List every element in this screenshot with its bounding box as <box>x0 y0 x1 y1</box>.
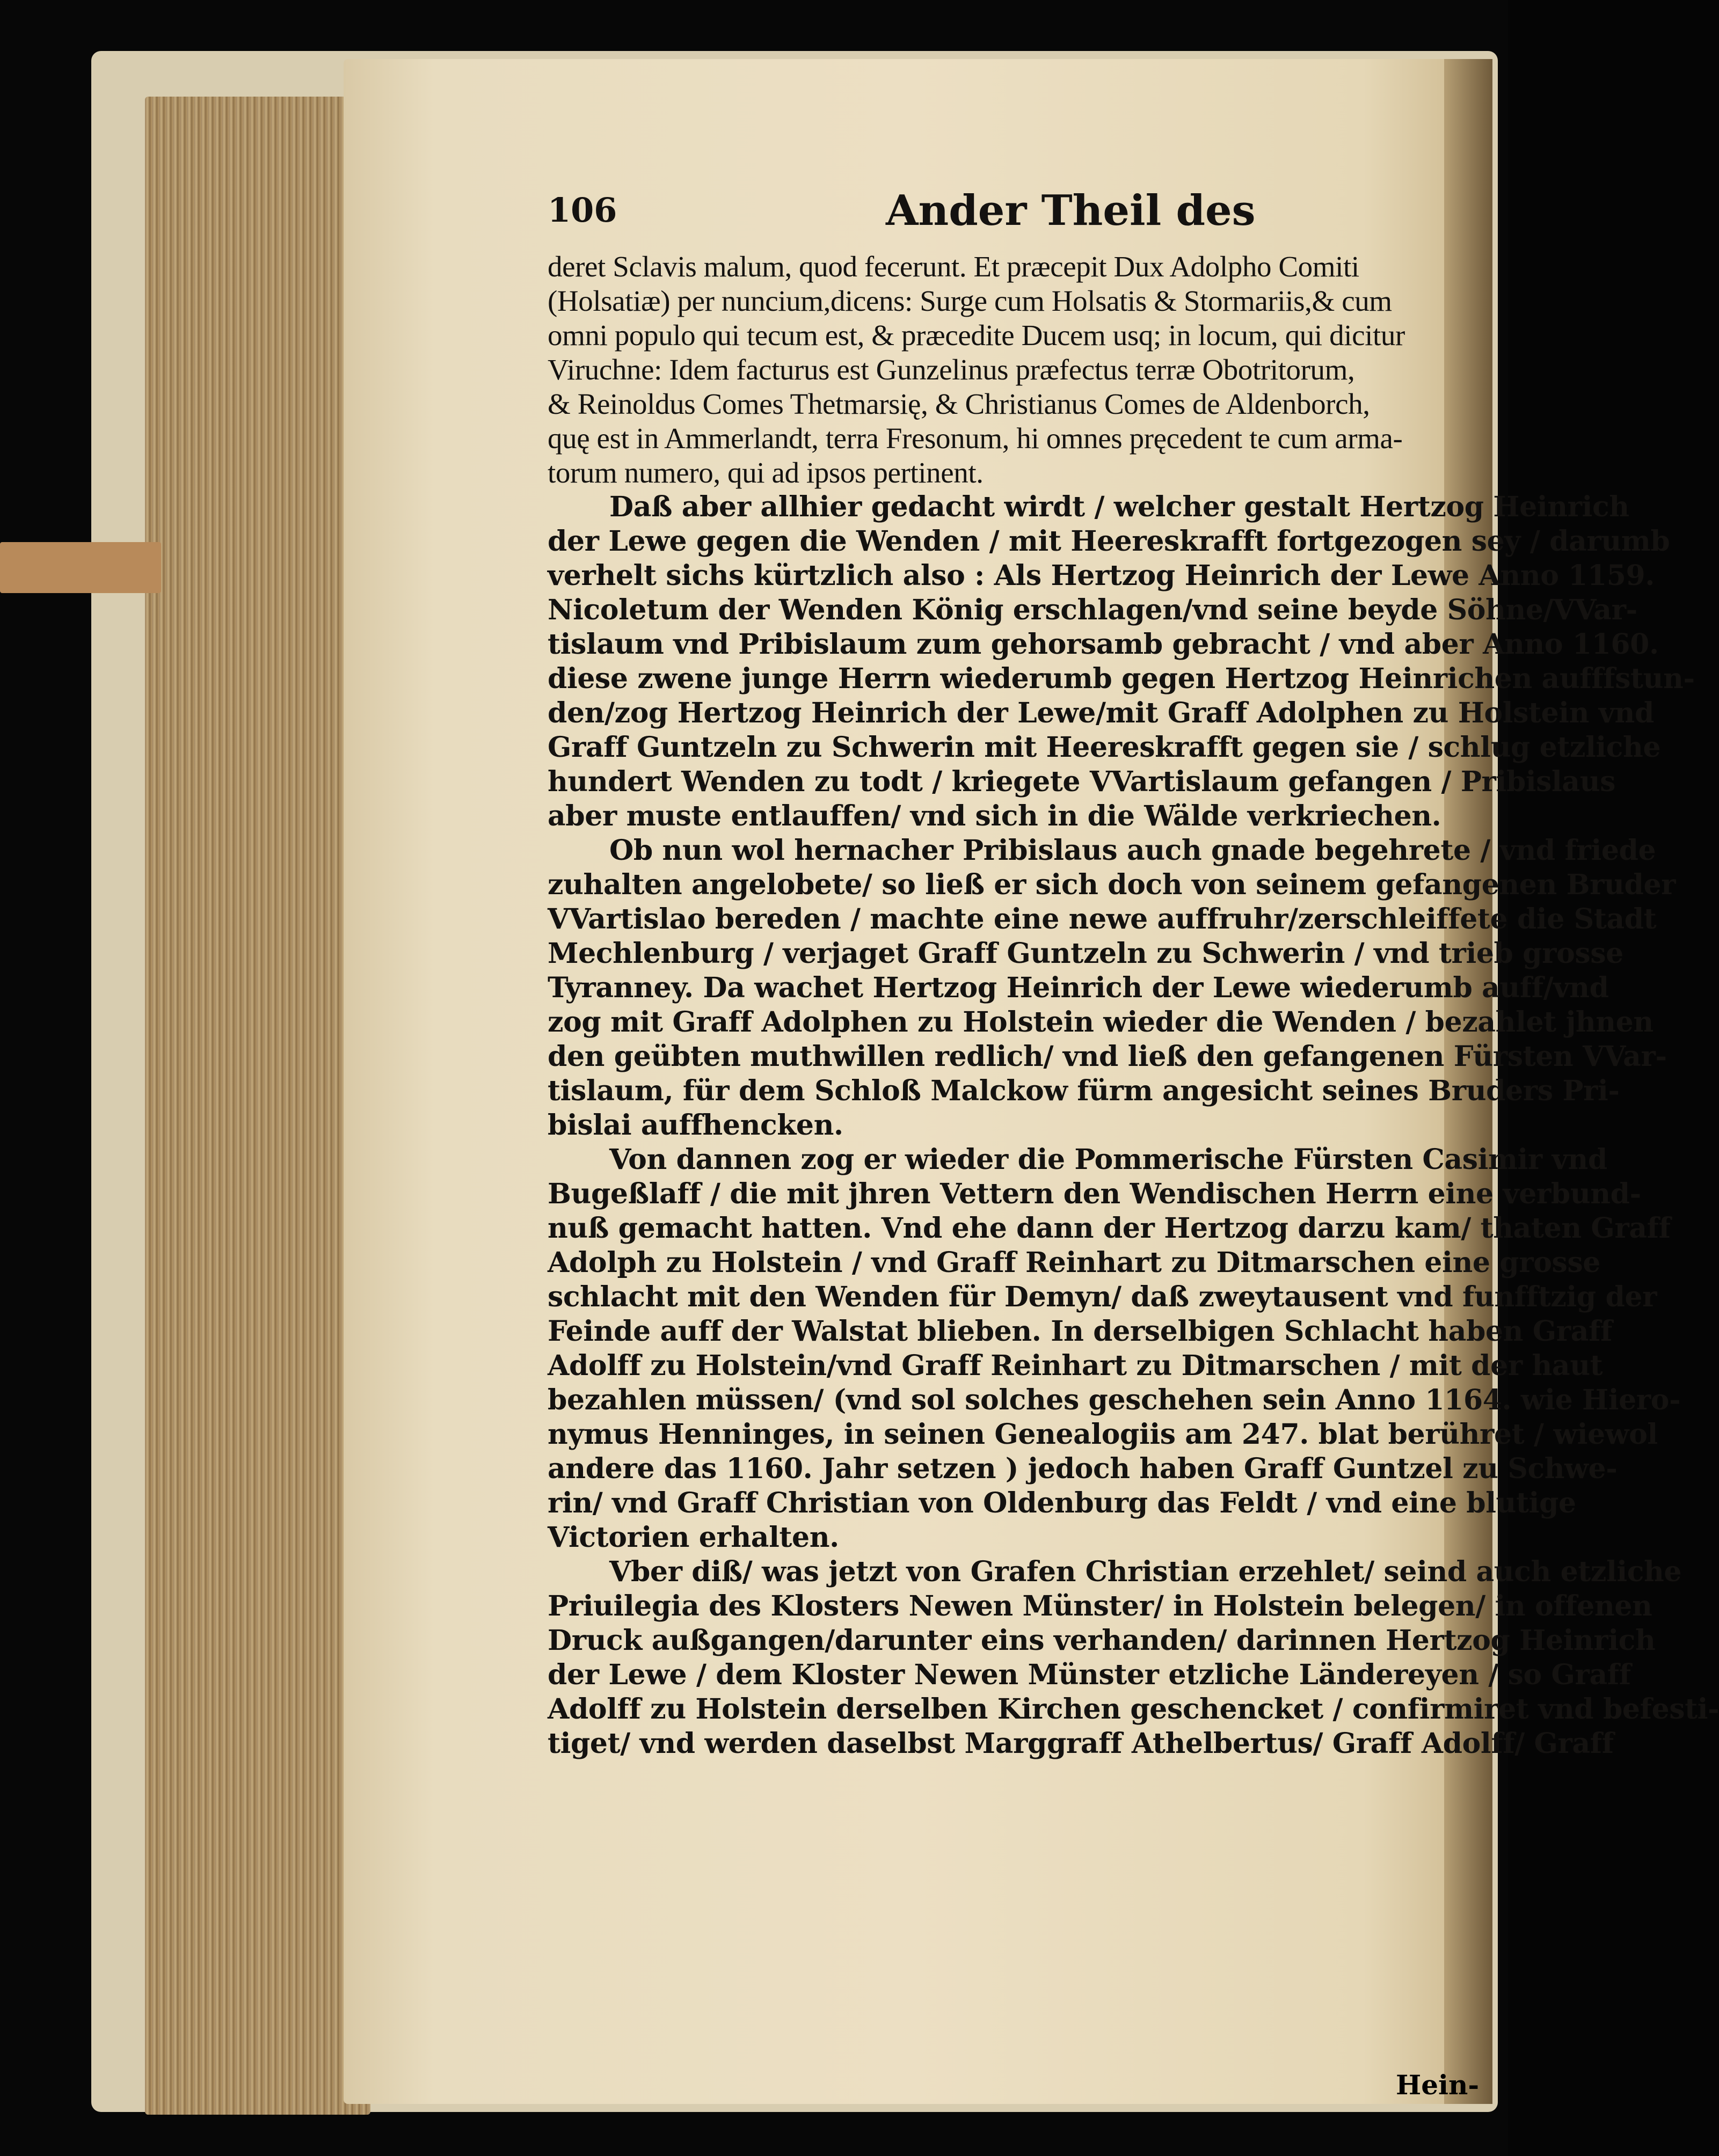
text-line: Adolff zu Holstein derselben Kirchen geschencket / confirmiret vnd befesti- <box>548 1693 1719 1726</box>
text-line: den/zog Hertzog Heinrich der Lewe/mit Graff Adolphen zu Holstein vnd <box>548 697 1654 729</box>
text-line: tiget/ vnd werden daselbst Marggraff Athelbertus/ Graff Adolff/ Graff <box>548 1727 1614 1760</box>
text-line: Vber diß/ was jetzt von Grafen Christian erzehlet/ seind auch etzliche <box>609 1555 1682 1588</box>
text-line: tislaum, für dem Schloß Malckow fürm angesicht seines Bruders Pri- <box>548 1075 1620 1107</box>
text-line: hundert Wenden zu todt / kriegete VVartislaum gefangen / Pribislaus <box>548 765 1615 798</box>
text-line: nuß gemacht hatten. Vnd ehe dann der Hertzog darzu kam/ thaten Graff <box>548 1212 1671 1245</box>
text-line: & Reinoldus Comes Thetmarsię, & Christianus Comes de Aldenborch, <box>548 388 1370 420</box>
text-line: Druck außgangen/darunter eins verhanden/ darinnen Hertzog Heinrich <box>548 1624 1656 1657</box>
page-header <box>548 186 1476 250</box>
text-line: Nicoletum der Wenden König erschlagen/vnd seine beyde Söhne/VVar- <box>548 594 1637 626</box>
text-block <box>548 186 1719 1761</box>
text-line: Victorien erhalten. <box>548 1521 839 1554</box>
text-line: schlacht mit den Wenden für Demyn/ daß zweytausent vnd funfftzig der <box>548 1281 1657 1313</box>
text-line: deret Sclavis malum, quod fecerunt. Et præcepit Dux Adolpho Comiti <box>548 250 1359 283</box>
page-number: 106 <box>548 191 617 230</box>
catchword: Hein- <box>1396 2069 1480 2101</box>
text-line: Bugeßlaff / die mit jhren Vettern den Wendischen Herrn eine verbund- <box>548 1178 1641 1210</box>
text-lines <box>548 250 1719 1761</box>
page-edges <box>145 97 370 2115</box>
text-line: zog mit Graff Adolphen zu Holstein wieder die Wenden / bezahlet jhnen <box>548 1006 1654 1039</box>
text-line: VVartislao bereden / machte eine newe auffruhr/zerschleiffete die Stadt <box>548 903 1657 936</box>
text-line: Von dannen zog er wieder die Pommerische Fürsten Casimir vnd <box>609 1143 1607 1176</box>
text-line: Adolff zu Holstein/vnd Graff Reinhart zu Ditmarschen / mit der haut <box>548 1349 1603 1382</box>
text-line: torum numero, qui ad ipsos pertinent. <box>548 456 984 489</box>
text-line: tislaum vnd Pribislaum zum gehorsamb gebracht / vnd aber Anno 1160. <box>548 628 1659 661</box>
text-line: Tyranney. Da wachet Hertzog Heinrich der Lewe wiederumb auff/vnd <box>548 971 1609 1004</box>
text-line: verhelt sichs kürtzlich also : Als Hertzog Heinrich der Lewe Anno 1159. <box>548 559 1655 592</box>
text-line: (Holsatiæ) per nuncium,dicens: Surge cum Holsatis & Stormariis,& cum <box>548 284 1392 317</box>
text-line: Priuilegia des Klosters Newen Münster/ in Holstein belegen/ in offenen <box>548 1590 1652 1623</box>
running-head: Ander Theil des <box>886 186 1256 235</box>
text-line: andere das 1160. Jahr setzen ) jedoch haben Graff Guntzel zu Schwe- <box>548 1452 1618 1485</box>
bookmark-ribbon <box>0 542 161 593</box>
text-line: quę est in Ammerlandt, terra Fresonum, hi omnes pręcedent te cum arma- <box>548 422 1403 455</box>
text-line: omni populo qui tecum est, & præcedite Ducem usq; in locum, qui dicitur <box>548 319 1405 352</box>
text-line: der Lewe / dem Kloster Newen Münster etzliche Ländereyen / so Graff <box>548 1658 1631 1691</box>
text-line: den geübten muthwillen redlich/ vnd ließ den gefangenen Fürsten VVar- <box>548 1040 1667 1073</box>
text-line: aber muste entlauffen/ vnd sich in die Wälde verkriechen. <box>548 800 1441 832</box>
text-line: Adolph zu Holstein / vnd Graff Reinhart zu Ditmarschen eine grosse <box>548 1246 1600 1279</box>
text-line: Ob nun wol hernacher Pribislaus auch gnade begehrete / vnd friede <box>609 834 1656 867</box>
text-line: rin/ vnd Graff Christian von Oldenburg das Feldt / vnd eine blutige <box>548 1487 1576 1519</box>
text-line: Viruchne: Idem facturus est Gunzelinus præfectus terræ Obotritorum, <box>548 353 1355 386</box>
text-line: diese zwene junge Herrn wiederumb gegen Hertzog Heinrichen aufffstun- <box>548 662 1695 695</box>
text-line: der Lewe gegen die Wenden / mit Heereskrafft fortgezogen sey / darumb <box>548 525 1670 558</box>
text-line: Feinde auff der Walstat blieben. In derselbigen Schlacht haben Graff <box>548 1315 1613 1348</box>
text-line: zuhalten angelobete/ so ließ er sich doch von seinem gefangenen Bruder <box>548 868 1676 901</box>
text-line: Mechlenburg / verjaget Graff Guntzeln zu Schwerin / vnd trieb grosse <box>548 937 1623 970</box>
text-line: nymus Henninges, in seinen Genealogiis am 247. blat berühret / wiewol <box>548 1418 1658 1451</box>
text-line: bezahlen müssen/ (vnd sol solches geschehen sein Anno 1164. wie Hiero- <box>548 1384 1681 1416</box>
text-line: Daß aber allhier gedacht wirdt / welcher gestalt Hertzog Heinrich <box>609 491 1629 523</box>
text-line: bislai auffhencken. <box>548 1109 843 1142</box>
text-line: Graff Guntzeln zu Schwerin mit Heereskrafft gegen sie / schlug etzliche <box>548 731 1661 764</box>
